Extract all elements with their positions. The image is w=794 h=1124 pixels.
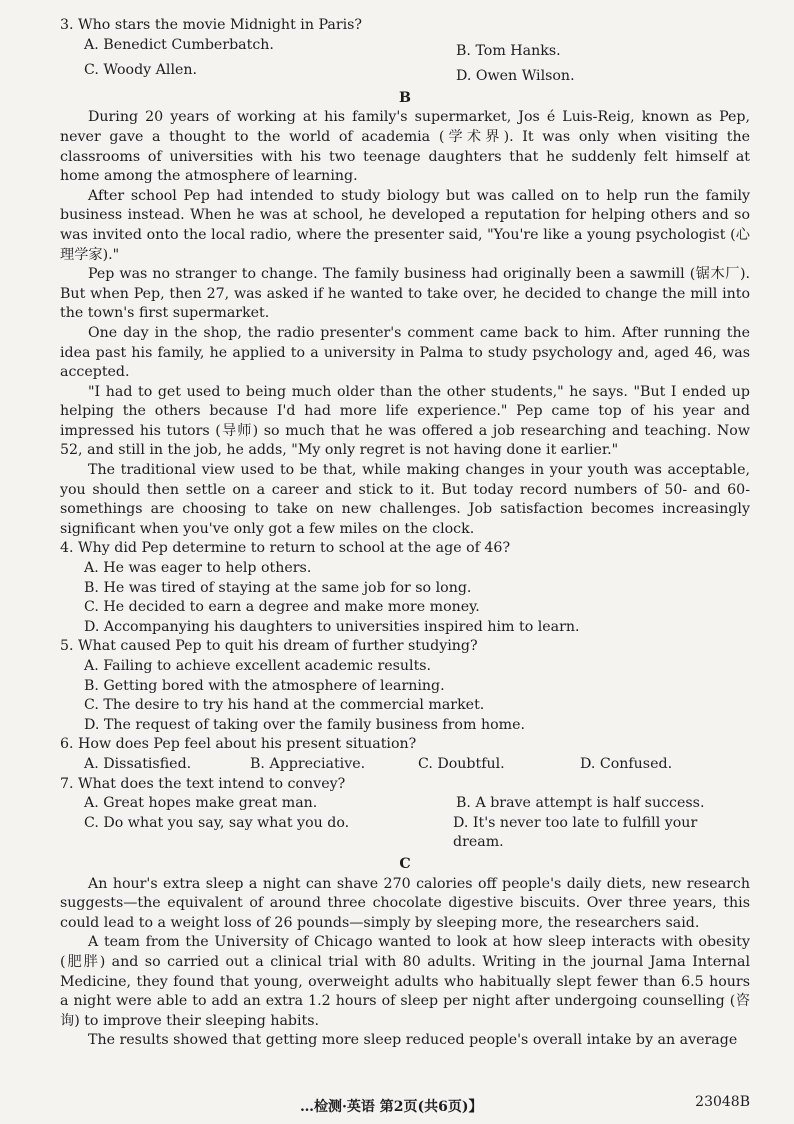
option-6d: D. Confused. <box>580 755 673 772</box>
option-3c: C. Woody Allen. <box>84 62 198 79</box>
passage-paragraph: After school Pep had intended to study biology but was called on to help run the family business instead. When he was at school, he developed a reputation for helping others and so was invited onto the local radio, where the presenter said, "You're like a young psychologist (心理学家)." <box>60 187 750 263</box>
paper-code: 23048B <box>695 1094 750 1110</box>
page-footer: …检测·英语 第2页(共6页)】 <box>300 1099 483 1115</box>
question-3 <box>60 16 750 87</box>
question-5 <box>60 637 750 735</box>
option-6a: A. Dissatisfied. <box>84 755 192 772</box>
section-c-heading: C <box>399 855 411 872</box>
option-5c: C. The desire to try his hand at the commercial market. <box>84 697 485 714</box>
option-7d: D. It's never too late to fulfill your dream. <box>453 814 698 851</box>
passage-paragraph: The results showed that getting more sleep reduced people's overall intake by an average <box>88 1032 738 1049</box>
passage-paragraph: One day in the shop, the radio presenter's comment came back to him. After running the idea past his family, he applied to a university in Palma to study psychology and, aged 46, was accepted. <box>60 324 750 381</box>
passage-paragraph: The traditional view used to be that, while making changes in your youth was acceptable, you should then settle on a career and stick to it. But today record numbers of 50- and 60-somethings are choosing to take on new challenges. Job satisfaction becomes increasingly significant when you've only got a few miles on the clock. <box>60 462 750 537</box>
option-6b: B. Appreciative. <box>250 755 366 772</box>
question-4-stem: 4. Why did Pep determine to return to school at the age of 46? <box>60 540 511 557</box>
option-7a: A. Great hopes make great man. <box>84 795 318 812</box>
question-3-stem: 3. Who stars the movie Midnight in Paris? <box>60 17 363 33</box>
passage-paragraph: An hour's extra sleep a night can shave 270 calories off people's daily diets, new research suggests—the equivalent of around three chocolate digestive biscuits. Over three years, this could lead to a weight loss of 26 pounds—simply by sleeping more, the researchers said. <box>60 875 750 931</box>
option-4b: B. He was tired of staying at the same job for so long. <box>84 579 472 596</box>
option-4a: A. He was eager to help others. <box>84 560 312 577</box>
option-5b: B. Getting bored with the atmosphere of learning. <box>84 677 445 694</box>
option-3d: D. Owen Wilson. <box>456 68 575 85</box>
option-4c: C. He decided to earn a degree and make more money. <box>84 599 480 616</box>
passage-paragraph: "I had to get used to being much older than the other students," he says. "But I ended up helping the others because I'd had more life experience." Pep came top of his year and impressed his tutors (导师) so much that he was offered a job researching and teaching. Now 52, and still in the job, he adds, "My only regret is not having done it earlier." <box>60 383 750 459</box>
section-c-passage <box>60 875 750 1051</box>
passage-paragraph: During 20 years of working at his family's supermarket, Jos é Luis-Reig, known as Pep, never gave a thought to the world of academia (学术界). It was only when visiting the classrooms of universities with his two teenage daughters that he suddenly felt himself at home among the atmosphere of learning. <box>60 109 750 185</box>
option-5d: D. The request of taking over the family business from home. <box>84 716 525 733</box>
option-3b: B. Tom Hanks. <box>456 42 561 59</box>
question-6 <box>60 735 750 774</box>
question-7 <box>60 775 750 853</box>
passage-paragraph: Pep was no stranger to change. The family business had originally been a sawmill (锯木厂). But when Pep, then 27, was asked if he wanted to take over, he decided to change the mill into the town's first supermarket. <box>60 266 750 322</box>
section-b-passage <box>60 108 750 539</box>
option-3a: A. Benedict Cumberbatch. <box>84 36 274 53</box>
option-7b: B. A brave attempt is half success. <box>456 795 705 812</box>
question-5-stem: 5. What caused Pep to quit his dream of further studying? <box>60 638 478 655</box>
option-5a: A. Failing to achieve excellent academic results. <box>84 658 432 674</box>
question-6-stem: 6. How does Pep feel about his present situation? <box>60 736 417 753</box>
option-7c: C. Do what you say, say what you do. <box>84 814 350 831</box>
question-4 <box>60 539 750 637</box>
question-7-stem: 7. What does the text intend to convey? <box>60 775 346 792</box>
option-6c: C. Doubtful. <box>418 755 505 772</box>
option-4d: D. Accompanying his daughters to universities inspired him to learn. <box>84 618 580 635</box>
section-b-heading: B <box>399 89 411 106</box>
passage-paragraph: A team from the University of Chicago wanted to look at how sleep interacts with obesity (肥胖) and so carried out a clinical trial with 80 adults. Writing in the journal Jama Internal Medicine, they found that young, overweight adults who habitually slept fewer than 6.5 hours a night were able to add an extra 1.2 hours of sleep per night after undergoing counselling (咨询) to improve their sleeping habits. <box>60 934 750 1029</box>
